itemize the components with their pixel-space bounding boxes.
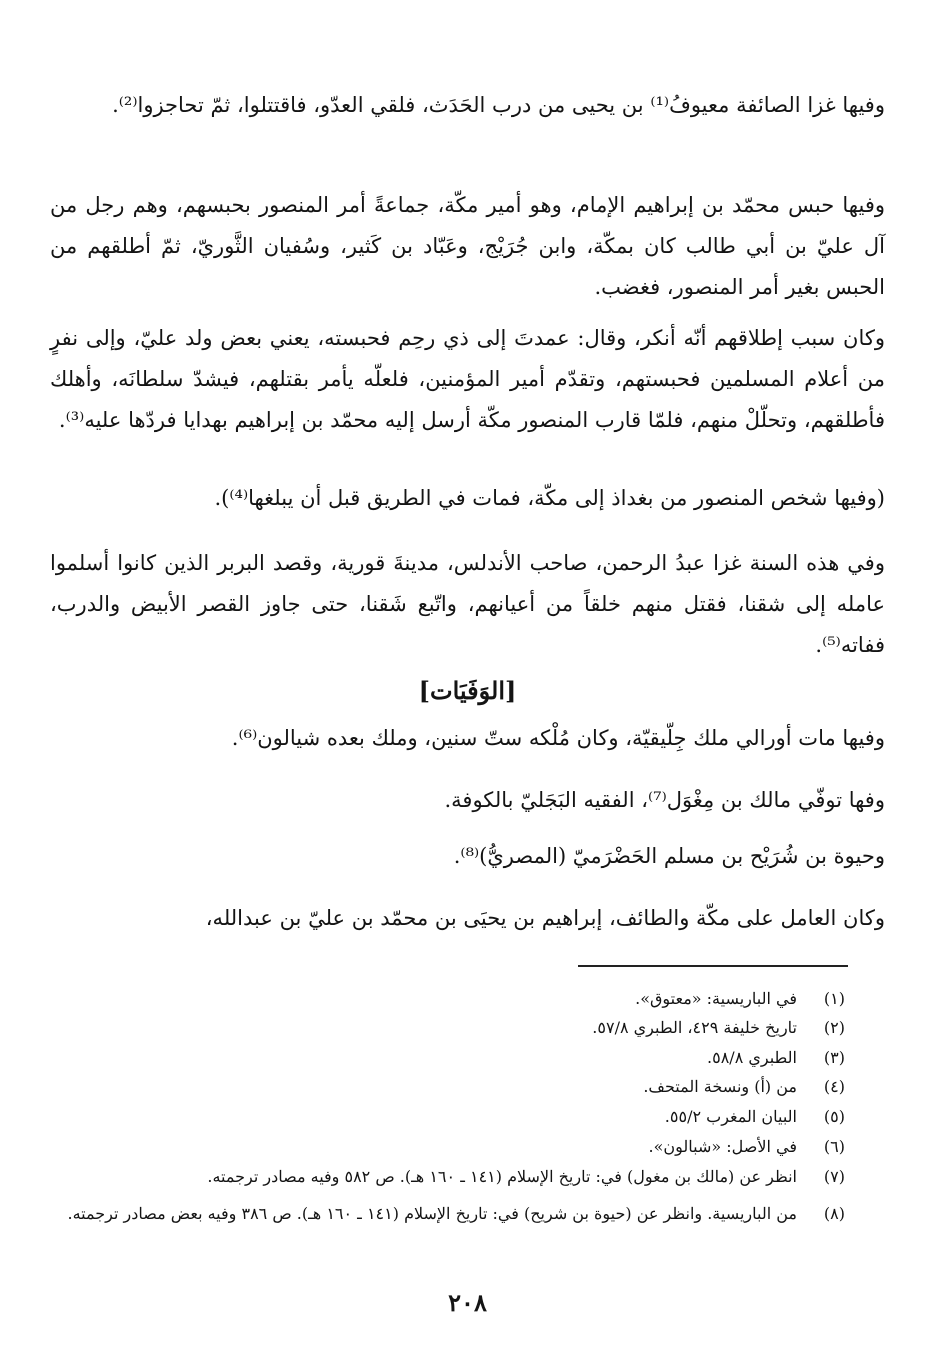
section-heading-deaths: [الوَفَيَات] (418, 676, 517, 705)
paragraph-galicia-king: وفيها مات أورالي ملك جِلّيقيّة، وكان مُلْكه ستّ سنين، وملك بعده شيالون⁽⁶⁾. (231, 726, 885, 750)
footnote-number: (٤) (823, 1077, 845, 1096)
footnote-divider (578, 965, 848, 967)
footnote-text: الطبري ٥٨/٨. (707, 1048, 797, 1067)
footnote-text: انظر عن (مالك بن مغول) في: تاريخ الإسلام (١٤١ ـ ١٦٠ هـ). ص ٥٨٢ وفيه مصادر ترجمته. (207, 1167, 797, 1186)
paragraph-andalus: وفي هذه السنة غزا عبدُ الرحمن، صاحب الأندلس، مدينةَ قورية، وقصد البربر الذين كانوا أسلموا عامله إلى شقنا، فقتل منهم خلقاً من أعيانهم، واتّبع شَقنا، حتى جاوز القصر الأبيض والدرب، ففاته⁽⁵⁾. (50, 551, 885, 657)
footnote-item (40, 1014, 845, 1042)
footnote-text: من (أ) ونسخة المتحف. (643, 1077, 797, 1096)
footnote-item (40, 1163, 845, 1191)
page-number: ٢٠٨ (448, 1288, 487, 1317)
footnote-item (40, 1044, 845, 1072)
paragraph-governor: وكان العامل على مكّة والطائف، إبراهيم بن يحيَى بن محمّد بن عليّ بن عبدالله، (205, 906, 885, 930)
footnote-text: من الباريسية. وانظر عن (حيوة بن شريح) في: تاريخ الإسلام (١٤١ ـ ١٦٠ هـ). ص ٣٨٦ وفيه بعض مصادر ترجمته. (67, 1204, 797, 1223)
paragraph-haywa: وحيوة بن شُرَيْح بن مسلم الحَضْرَميّ (المصريُّ)⁽⁸⁾. (453, 844, 885, 868)
footnote-number: (٦) (823, 1137, 845, 1156)
footnote-item (40, 1133, 845, 1161)
footnote-number: (٢) (823, 1018, 845, 1037)
footnote-number: (٧) (823, 1167, 845, 1186)
paragraph-summer-raid: وفيها غزا الصائفة معيوفُ⁽¹⁾ بن يحيى من درب الحَدَث، فلقي العدّو، فاقتتلوا، ثمّ تحاجزوا⁽²⁾. (112, 93, 885, 117)
footnote-text: تاريخ خليفة ٤٢٩، الطبري ٥٧/٨. (592, 1018, 797, 1037)
footnote-item (40, 1200, 845, 1228)
paragraph-release-reason: وكان سبب إطلاقهم أنّه أنكر، وقال: عمدتَ إلى ذي رحِم فحبسته، يعني بعض ولد عليّ، وإلى نفرٍ من أعلام المسلمين فحبستهم، وتقدّم أمير المؤمنين، فلعلّه يأمر بقتلهم، فيشدّ سلطانَه، وأهلك فأطلقهم، وتحلّلْ منهم، فلمّا قارب المنصور مكّة أرسل إليه محمّد بن إبراهيم بهدايا فردّها عليه⁽³⁾. (50, 326, 885, 432)
paragraph-imprisonment: وفيها حبس محمّد بن إبراهيم الإمام، وهو أمير مكّة، جماعةً أمر المنصور بحبسهم، وهم رجل من آل عليّ بن أبي طالب كان بمكّة، وابن جُرَيْج، وعَبّاد بن كَثير، وسُفيان الثَّوريّ، ثمّ أطلقهم من الحبس بغير أمر المنصور، فغضب. (50, 193, 885, 299)
paragraph-malik-death: وفها توفّي مالك بن مِغْوَل⁽⁷⁾، الفقيه البَجَليّ بالكوفة. (444, 788, 885, 812)
footnote-text: البيان المغرب ٥٥/٢. (664, 1107, 797, 1126)
footnote-text: في الباريسية: «معتوق». (635, 989, 797, 1008)
footnote-number: (١) (823, 989, 845, 1008)
footnote-item (40, 1073, 845, 1101)
footnote-item (40, 1103, 845, 1131)
footnote-item (40, 985, 845, 1013)
footnote-text: في الأصل: «شبالون». (648, 1137, 797, 1156)
footnote-number: (٨) (823, 1204, 845, 1223)
paragraph-mansur-death: (وفيها شخص المنصور من بغداذ إلى مكّة، فمات في الطريق قبل أن يبلغها⁽⁴⁾). (214, 486, 885, 510)
footnote-number: (٣) (823, 1048, 845, 1067)
footnote-number: (٥) (823, 1107, 845, 1126)
